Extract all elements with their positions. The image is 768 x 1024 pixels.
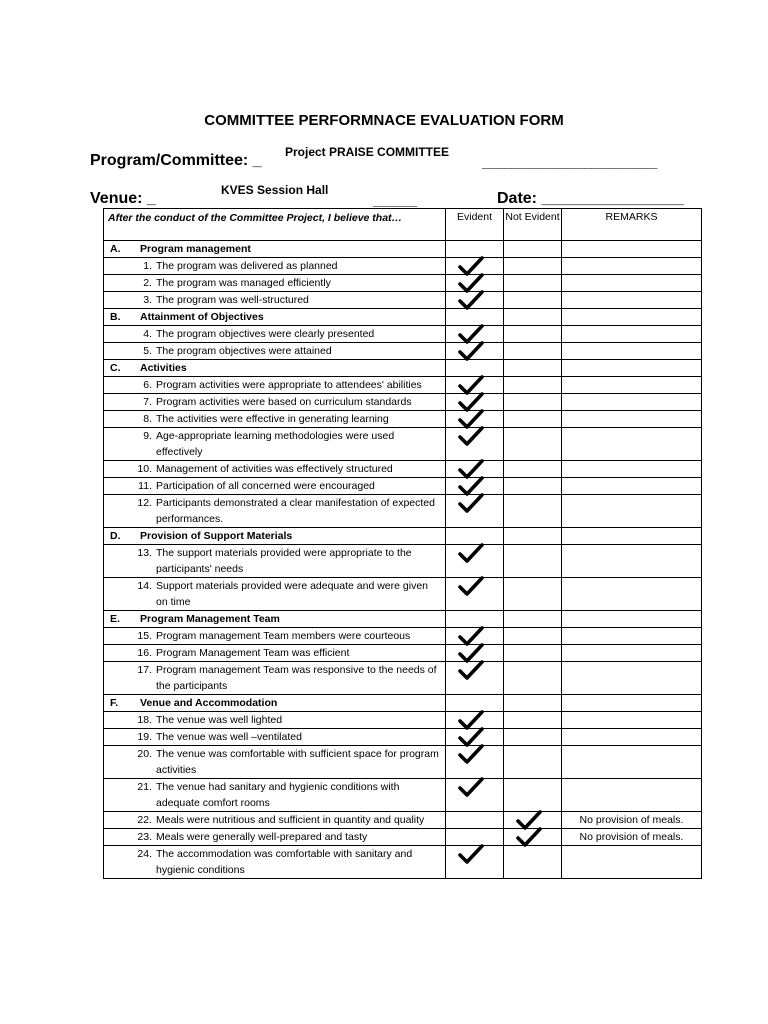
evident-cell[interactable] bbox=[446, 394, 504, 411]
evident-cell[interactable] bbox=[446, 746, 504, 779]
not-evident-header: Not Evident bbox=[504, 209, 562, 241]
evident-cell[interactable] bbox=[446, 662, 504, 695]
statement-cell bbox=[104, 712, 446, 729]
intro-header: After the conduct of the Committee Project, I believe that… bbox=[104, 209, 446, 241]
not-evident-cell[interactable] bbox=[504, 326, 562, 343]
section-title bbox=[104, 309, 446, 326]
table-row bbox=[104, 545, 702, 578]
section-letter: B. bbox=[110, 311, 121, 323]
not-evident-cell[interactable] bbox=[504, 779, 562, 812]
table-row bbox=[104, 258, 702, 275]
statement-cell bbox=[104, 411, 446, 428]
table-row bbox=[104, 495, 702, 528]
table-row bbox=[104, 712, 702, 729]
not-evident-cell[interactable] bbox=[504, 258, 562, 275]
venue-blank: ______ bbox=[373, 192, 417, 208]
not-evident-cell[interactable] bbox=[504, 394, 562, 411]
remarks-cell[interactable] bbox=[562, 292, 702, 309]
evident-cell[interactable] bbox=[446, 275, 504, 292]
section-letter: C. bbox=[110, 362, 121, 374]
not-evident-cell[interactable] bbox=[504, 292, 562, 309]
remarks-cell[interactable] bbox=[562, 746, 702, 779]
date-label: Date: ________________ bbox=[497, 190, 684, 207]
not-evident-cell[interactable] bbox=[504, 578, 562, 611]
checkmark-icon bbox=[458, 744, 484, 764]
item-number: 11. bbox=[138, 480, 152, 492]
remarks-cell[interactable] bbox=[562, 461, 702, 478]
section-letter: F. bbox=[110, 697, 119, 709]
remarks-cell[interactable] bbox=[562, 411, 702, 428]
item-number: 24. bbox=[137, 848, 152, 860]
remarks-cell[interactable]: No provision of meals. bbox=[562, 812, 702, 829]
evident-cell[interactable] bbox=[446, 779, 504, 812]
item-text: The venue was well lighted bbox=[156, 714, 283, 726]
evident-cell[interactable] bbox=[446, 343, 504, 360]
table-row bbox=[104, 812, 702, 829]
table-row bbox=[104, 645, 702, 662]
statement-cell bbox=[104, 478, 446, 495]
statement-cell bbox=[104, 578, 446, 611]
section-text: Attainment of Objectives bbox=[140, 311, 264, 323]
table-row bbox=[104, 377, 702, 394]
remarks-cell[interactable] bbox=[562, 326, 702, 343]
section-letter: D. bbox=[110, 530, 121, 542]
table-row bbox=[104, 292, 702, 309]
statement-cell bbox=[104, 662, 446, 695]
item-text: Program management Team members were courteous bbox=[156, 630, 411, 642]
section-row bbox=[104, 611, 702, 628]
not-evident-cell[interactable] bbox=[504, 495, 562, 528]
not-evident-cell[interactable] bbox=[504, 729, 562, 746]
venue-label: Venue: _ bbox=[90, 190, 156, 207]
remarks-cell[interactable] bbox=[562, 729, 702, 746]
not-evident-cell[interactable] bbox=[504, 275, 562, 292]
section-title bbox=[104, 528, 446, 545]
not-evident-cell[interactable] bbox=[504, 545, 562, 578]
item-text: The program was well-structured bbox=[156, 294, 309, 306]
not-evident-cell[interactable] bbox=[504, 662, 562, 695]
not-evident-cell[interactable] bbox=[504, 411, 562, 428]
remarks-cell[interactable] bbox=[562, 394, 702, 411]
statement-cell bbox=[104, 258, 446, 275]
evident-cell[interactable] bbox=[446, 495, 504, 528]
evident-header: Evident bbox=[446, 209, 504, 241]
section-title bbox=[104, 695, 446, 712]
item-number: 5. bbox=[143, 345, 152, 357]
remarks-cell[interactable] bbox=[562, 495, 702, 528]
item-text: Participation of all concerned were encouraged bbox=[156, 480, 375, 492]
table-header-row bbox=[104, 209, 702, 241]
section-text: Provision of Support Materials bbox=[140, 530, 293, 542]
item-text: The program was delivered as planned bbox=[156, 260, 338, 272]
item-number: 6. bbox=[143, 379, 152, 391]
item-number: 7. bbox=[143, 396, 152, 408]
remarks-cell[interactable] bbox=[562, 645, 702, 662]
evident-cell[interactable] bbox=[446, 545, 504, 578]
item-number: 3. bbox=[143, 294, 152, 306]
statement-cell bbox=[104, 746, 446, 779]
checkmark-icon bbox=[516, 827, 542, 847]
evident-cell[interactable] bbox=[446, 729, 504, 746]
item-text: The venue was well –ventilated bbox=[156, 731, 302, 743]
section-text: Activities bbox=[140, 362, 187, 374]
table-row bbox=[104, 478, 702, 495]
remarks-cell[interactable] bbox=[562, 478, 702, 495]
not-evident-cell[interactable] bbox=[504, 478, 562, 495]
remarks-cell[interactable] bbox=[562, 628, 702, 645]
item-number: 2. bbox=[143, 277, 152, 289]
item-text: Program activities were appropriate to attendees' abilities bbox=[156, 379, 422, 391]
evident-cell[interactable] bbox=[446, 829, 504, 846]
item-text: The program objectives were clearly presented bbox=[156, 328, 375, 340]
item-number: 13. bbox=[137, 547, 152, 559]
item-number: 14. bbox=[137, 580, 152, 592]
checkmark-icon bbox=[458, 341, 484, 361]
statement-cell bbox=[104, 545, 446, 578]
item-number: 23. bbox=[137, 831, 152, 843]
section-row bbox=[104, 360, 702, 377]
not-evident-cell[interactable] bbox=[504, 712, 562, 729]
remarks-cell[interactable] bbox=[562, 662, 702, 695]
evident-cell[interactable] bbox=[446, 258, 504, 275]
item-number: 1. bbox=[143, 260, 152, 272]
remarks-cell[interactable] bbox=[562, 779, 702, 812]
table-row bbox=[104, 411, 702, 428]
item-text: The support materials provided were appropriate to the participants' needs bbox=[156, 547, 412, 575]
checkmark-icon bbox=[458, 543, 484, 563]
program-committee-blank: ________________________ bbox=[482, 154, 657, 170]
checkmark-icon bbox=[458, 844, 484, 864]
not-evident-cell[interactable] bbox=[504, 428, 562, 461]
statement-cell bbox=[104, 812, 446, 829]
evident-cell[interactable] bbox=[446, 326, 504, 343]
program-committee-value: Project PRAISE COMMITTEE bbox=[285, 145, 450, 159]
not-evident-cell[interactable] bbox=[504, 812, 562, 829]
item-text: Program management Team was responsive to the needs of the participants bbox=[156, 664, 437, 692]
remarks-cell[interactable]: No provision of meals. bbox=[562, 829, 702, 846]
item-number: 17. bbox=[137, 664, 152, 676]
not-evident-cell[interactable] bbox=[504, 377, 562, 394]
checkmark-icon bbox=[458, 777, 484, 797]
statement-cell bbox=[104, 377, 446, 394]
item-number: 21. bbox=[137, 781, 152, 793]
item-number: 10. bbox=[137, 463, 152, 475]
item-number: 4. bbox=[143, 328, 152, 340]
remarks-cell[interactable] bbox=[562, 545, 702, 578]
evident-cell[interactable] bbox=[446, 712, 504, 729]
item-text: Meals were generally well-prepared and tasty bbox=[156, 831, 368, 843]
item-text: The accommodation was comfortable with sanitary and hygienic conditions bbox=[156, 848, 413, 876]
section-row bbox=[104, 241, 702, 258]
not-evident-cell[interactable] bbox=[504, 746, 562, 779]
table-row bbox=[104, 628, 702, 645]
not-evident-cell[interactable] bbox=[504, 628, 562, 645]
checkmark-icon bbox=[458, 576, 484, 596]
item-number: 18. bbox=[137, 714, 152, 726]
evident-cell[interactable] bbox=[446, 645, 504, 662]
statement-cell bbox=[104, 394, 446, 411]
evident-cell[interactable] bbox=[446, 428, 504, 461]
remarks-cell[interactable] bbox=[562, 343, 702, 360]
remarks-cell[interactable] bbox=[562, 258, 702, 275]
not-evident-cell[interactable] bbox=[504, 343, 562, 360]
statement-cell bbox=[104, 326, 446, 343]
section-row bbox=[104, 309, 702, 326]
form-title: COMMITTEE PERFORMNACE EVALUATION FORM bbox=[204, 112, 564, 129]
remarks-cell[interactable] bbox=[562, 377, 702, 394]
item-number: 8. bbox=[143, 413, 152, 425]
section-row bbox=[104, 528, 702, 545]
statement-cell bbox=[104, 275, 446, 292]
table-row bbox=[104, 461, 702, 478]
statement-cell bbox=[104, 428, 446, 461]
item-text: Management of activities was effectively structured bbox=[156, 463, 393, 475]
item-text: Program activities were based on curriculum standards bbox=[156, 396, 412, 408]
item-text: The venue was comfortable with sufficient space for program activities bbox=[156, 748, 439, 776]
table-row bbox=[104, 746, 702, 779]
remarks-cell[interactable] bbox=[562, 428, 702, 461]
table-row bbox=[104, 662, 702, 695]
item-text: The venue had sanitary and hygienic conditions with adequate comfort rooms bbox=[156, 781, 400, 809]
statement-cell bbox=[104, 779, 446, 812]
remarks-cell[interactable] bbox=[562, 712, 702, 729]
evaluation-table bbox=[103, 208, 702, 879]
item-text: Program Management Team was efficient bbox=[156, 647, 350, 659]
item-text: Age-appropriate learning methodologies were used effectively bbox=[156, 430, 395, 458]
remarks-cell[interactable] bbox=[562, 578, 702, 611]
section-title bbox=[104, 611, 446, 628]
statement-cell bbox=[104, 729, 446, 746]
statement-cell bbox=[104, 846, 446, 879]
item-number: 19. bbox=[137, 731, 152, 743]
evident-cell[interactable] bbox=[446, 461, 504, 478]
statement-cell bbox=[104, 495, 446, 528]
item-number: 22. bbox=[137, 814, 152, 826]
evident-cell[interactable] bbox=[446, 812, 504, 829]
checkmark-icon bbox=[458, 426, 484, 446]
statement-cell bbox=[104, 829, 446, 846]
program-committee-label: Program/Committee: _ bbox=[90, 152, 262, 169]
evident-cell[interactable] bbox=[446, 478, 504, 495]
item-text: Participants demonstrated a clear manifestation of expected performances. bbox=[156, 497, 435, 525]
item-number: 9. bbox=[143, 430, 152, 442]
table-row bbox=[104, 779, 702, 812]
section-letter: E. bbox=[110, 613, 120, 625]
section-text: Program Management Team bbox=[140, 613, 280, 625]
table-row bbox=[104, 275, 702, 292]
item-text: The activities were effective in generating learning bbox=[156, 413, 389, 425]
evident-cell[interactable] bbox=[446, 628, 504, 645]
item-text: The program was managed efficiently bbox=[156, 277, 331, 289]
evident-cell[interactable] bbox=[446, 411, 504, 428]
table-row bbox=[104, 729, 702, 746]
table-row bbox=[104, 326, 702, 343]
statement-cell bbox=[104, 645, 446, 662]
item-text: The program objectives were attained bbox=[156, 345, 332, 357]
item-number: 12. bbox=[137, 497, 152, 509]
table-row bbox=[104, 394, 702, 411]
evident-cell[interactable] bbox=[446, 292, 504, 309]
table-row bbox=[104, 829, 702, 846]
remarks-header: REMARKS bbox=[562, 209, 702, 241]
section-letter: A. bbox=[110, 243, 121, 255]
table-row bbox=[104, 343, 702, 360]
checkmark-icon bbox=[458, 660, 484, 680]
item-number: 15. bbox=[137, 630, 152, 642]
table-row bbox=[104, 846, 702, 879]
statement-cell bbox=[104, 343, 446, 360]
evident-cell[interactable] bbox=[446, 377, 504, 394]
section-title bbox=[104, 241, 446, 258]
section-text: Venue and Accommodation bbox=[140, 697, 278, 709]
item-number: 20. bbox=[137, 748, 152, 760]
remarks-cell[interactable] bbox=[562, 275, 702, 292]
statement-cell bbox=[104, 628, 446, 645]
not-evident-cell[interactable] bbox=[504, 829, 562, 846]
checkmark-icon bbox=[458, 290, 484, 310]
table-body bbox=[104, 241, 702, 879]
section-title bbox=[104, 360, 446, 377]
table-row bbox=[104, 428, 702, 461]
statement-cell bbox=[104, 292, 446, 309]
table-row bbox=[104, 578, 702, 611]
item-text: Meals were nutritious and sufficient in quantity and quality bbox=[156, 814, 425, 826]
section-row bbox=[104, 695, 702, 712]
not-evident-cell[interactable] bbox=[504, 645, 562, 662]
not-evident-cell[interactable] bbox=[504, 846, 562, 879]
checkmark-icon bbox=[458, 493, 484, 513]
section-text: Program management bbox=[140, 243, 251, 255]
not-evident-cell[interactable] bbox=[504, 461, 562, 478]
item-number: 16. bbox=[137, 647, 152, 659]
item-text: Support materials provided were adequate and were given on time bbox=[156, 580, 429, 608]
venue-value: KVES Session Hall bbox=[221, 183, 329, 197]
statement-cell bbox=[104, 461, 446, 478]
evident-cell[interactable] bbox=[446, 578, 504, 611]
remarks-cell[interactable] bbox=[562, 846, 702, 879]
evident-cell[interactable] bbox=[446, 846, 504, 879]
